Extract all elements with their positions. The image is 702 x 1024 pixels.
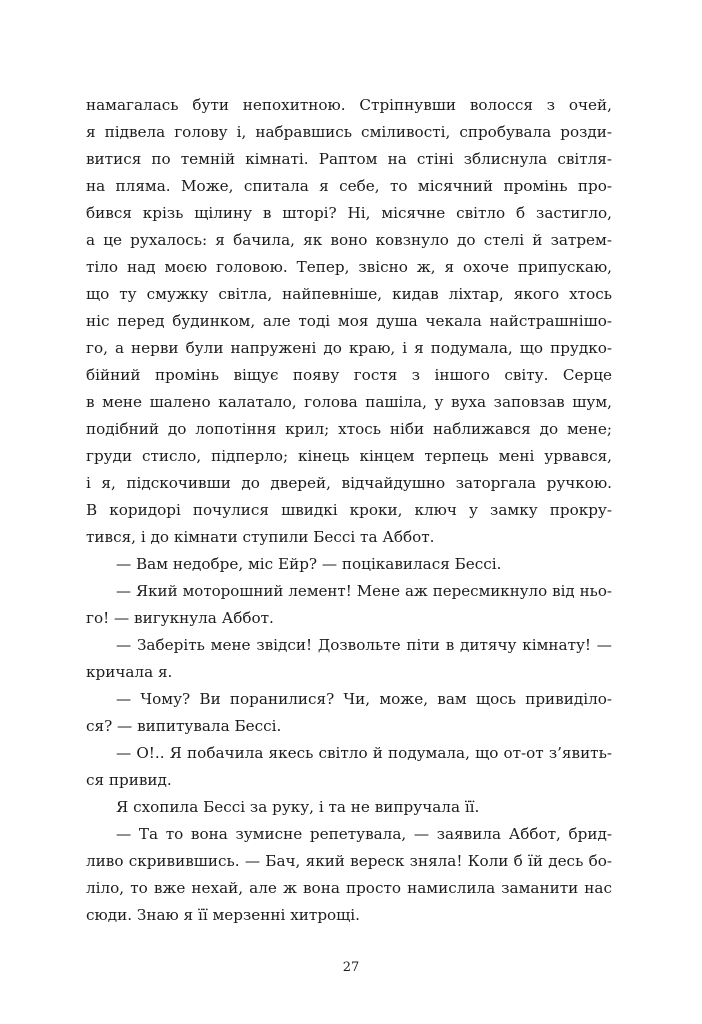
- text-line: ніс перед будинком, але тоді моя душа чекала найстрашнішо-: [86, 312, 612, 330]
- text-line: — Вам недобре, міс Ейр? — поцікавилася Бессі.: [116, 555, 502, 573]
- text-line: подібний до лопотіння крил; хтось ніби наближався до мене;: [86, 420, 612, 438]
- page-body: [86, 92, 612, 929]
- text-line: витися по темній кімнаті. Раптом на стіні зблиснула світля-: [86, 150, 612, 168]
- text-line: — Та то вона зумисне репетувала, — заявила Аббот, брид-: [116, 825, 612, 843]
- text-line: бійний промінь віщує появу гостя з іншого світу. Серце: [86, 366, 612, 384]
- text-line: В коридорі почулися швидкі кроки, ключ у замку прокру-: [86, 501, 612, 519]
- text-line: — Який моторошний лемент! Мене аж пересмикнуло від ньо-: [116, 582, 612, 600]
- text-line: груди стисло, підперло; кінець кінцем терпець мені урвався,: [86, 447, 612, 465]
- text-line: в мене шалено калатало, голова пашіла, у вуха заповзав шум,: [86, 393, 612, 411]
- text-line: я підвела голову і, набравшись сміливості, спробувала розди-: [86, 123, 612, 141]
- text-line: і я, підскочивши до дверей, відчайдушно заторгала ручкою.: [86, 474, 612, 492]
- text-line: ліло, то вже нехай, але ж вона просто намислила заманити нас: [86, 879, 612, 897]
- text-line: сюди. Знаю я її мерзенні хитрощі.: [86, 906, 360, 924]
- text-line: Я схопила Бессі за руку, і та не випручала її.: [116, 798, 480, 816]
- text-line: бився крізь щілину в шторі? Ні, місячне світло б застигло,: [86, 204, 612, 222]
- text-line: тився, і до кімнати ступили Бессі та Аббот.: [86, 528, 435, 546]
- text-line: ливо скривившись. — Бач, який вереск зняла! Коли б їй десь бо-: [86, 852, 612, 870]
- text-line: го! — вигукнула Аббот.: [86, 609, 274, 627]
- text-line: а це рухалось: я бачила, як воно ковзнуло до стелі й затрем-: [86, 231, 612, 249]
- text-line: — О!.. Я побачила якесь світло й подумала, що от-от з’явить-: [116, 744, 612, 762]
- text-line: ся? — випитувала Бессі.: [86, 717, 282, 735]
- text-line: — Заберіть мене звідси! Дозвольте піти в дитячу кімнату! —: [116, 636, 612, 654]
- text-line: намагалась бути непохитною. Стріпнувши волосся з очей,: [86, 96, 612, 114]
- text-line: — Чому? Ви поранилися? Чи, може, вам щось привиділо-: [116, 690, 612, 708]
- text-line: кричала я.: [86, 663, 173, 681]
- text-line: го, а нерви були напружені до краю, і я подумала, що прудко-: [86, 339, 612, 357]
- text-line: що ту смужку світла, найпевніше, кидав ліхтар, якого хтось: [86, 285, 612, 303]
- page-number: 27: [342, 960, 360, 975]
- text-line: ся привид.: [86, 771, 172, 789]
- text-line: тіло над моєю головою. Тепер, звісно ж, я охоче припускаю,: [86, 258, 612, 276]
- text-line: на пляма. Може, спитала я себе, то місячний промінь про-: [86, 177, 612, 195]
